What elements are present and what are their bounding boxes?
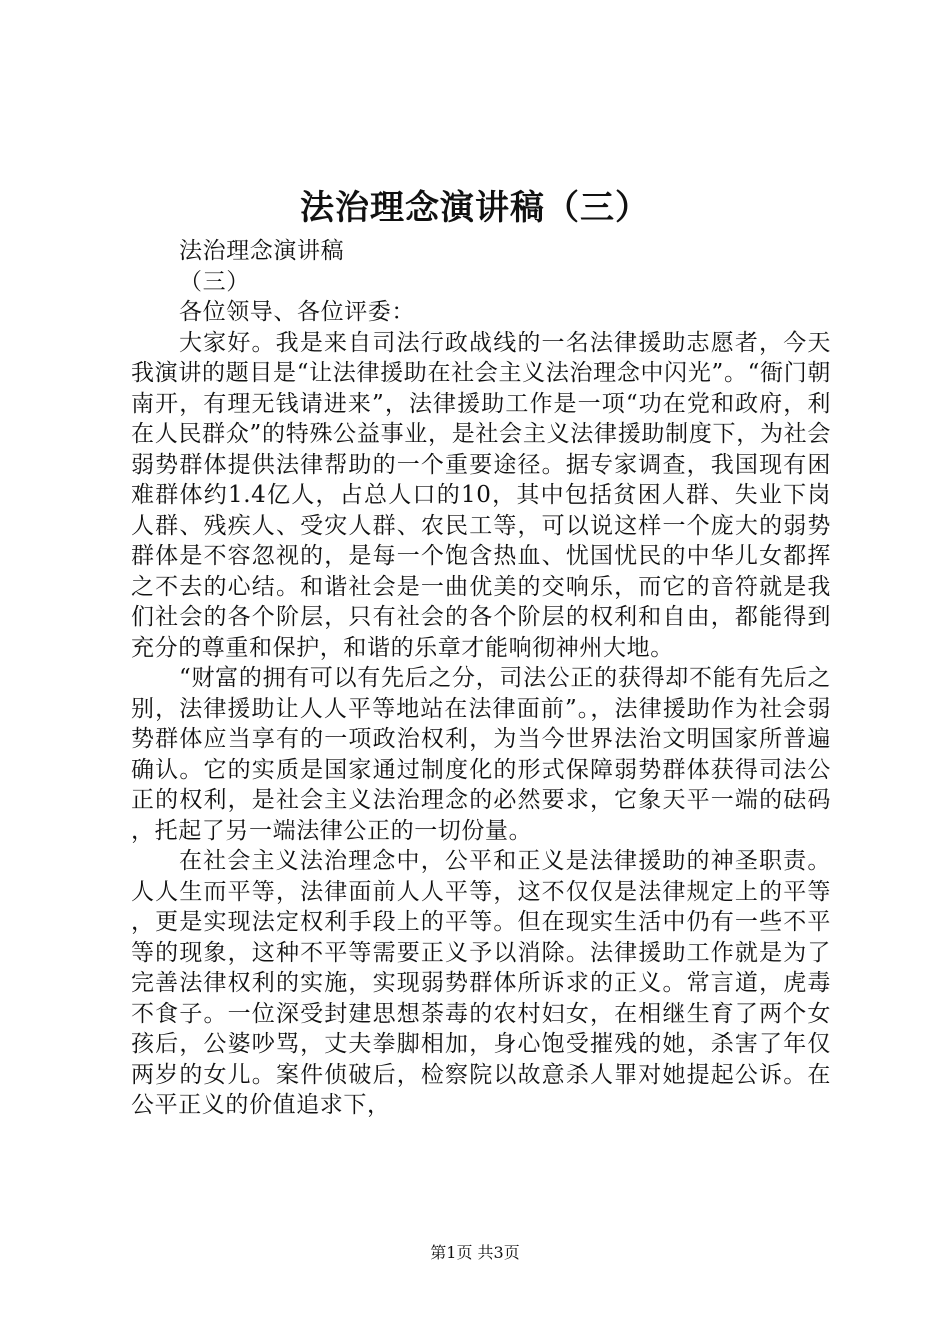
paragraph-1: 大家好。我是来自司法行政战线的一名法律援助志愿者，今天我演讲的题目是“让法律援助在社会主义法治理念中闪光”。“衙门朝南开，有理无钱请进来”，法律援助工作是一项“功在党和政府，利在人民群众”的特殊公益事业，是社会主义法律援助制度下，为社会弱势群体提供法律帮助的一个重要途径。据专家调查，我国现有困难群体约1.4亿人，占总人口的10，其中包括贫困人群、失业下岗人群、残疾人、受灾人群、农民工等，可以说这样一个庞大的弱势群体是不容忽视的，是每一个饱含热血、忧国忧民的中华儿女都挥之不去的心结。和谐社会是一曲优美的交响乐，而它的音符就是我们社会的各个阶层，只有社会的各个阶层的权利和自由，都能得到充分的尊重和保护，和谐的乐章才能响彻神州大地。 [131, 329, 831, 661]
salutation-line: 各位领导、各位评委： [179, 299, 415, 325]
page-footer: 第1页 共3页 [430, 1243, 520, 1262]
subtitle-part-line: （三） [179, 268, 250, 295]
subtitle-line: 法治理念演讲稿 [179, 238, 345, 264]
paragraph-3: 在社会主义法治理念中，公平和正义是法律援助的神圣职责。人人生而平等，法律面前人人平等，这不仅仅是法律规定上的平等，更是实现法定权利手段上的平等。但在现实生活中仍有一些不平等的现象，这种不平等需要正义予以消除。法律援助工作就是为了完善法律权利的实施，实现弱势群体所诉求的正义。常言道，虎毒不食子。一位深受封建思想荼毒的农村妇女，在相继生育了两个女孩后，公婆吵骂，丈夫拳脚相加，身心饱受摧残的她，杀害了年仅两岁的女儿。案件侦破后，检察院以故意杀人罪对她提起公诉。在公平正义的价值追求下， [131, 848, 831, 1118]
document-title: 法治理念演讲稿（三） [300, 188, 650, 228]
paragraph-2: “财富的拥有可以有先后之分，司法公正的获得却不能有先后之别，法律援助让人人平等地站在法律面前”。，法律援助作为社会弱势群体应当享有的一项政治权利，为当今世界法治文明国家所普遍确认。它的实质是国家通过制度化的形式保障弱势群体获得司法公正的权利，是社会主义法治理念的必然要求，它象天平一端的砝码，托起了另一端法律公正的一切份量。 [131, 665, 831, 844]
document-body [131, 236, 831, 1121]
